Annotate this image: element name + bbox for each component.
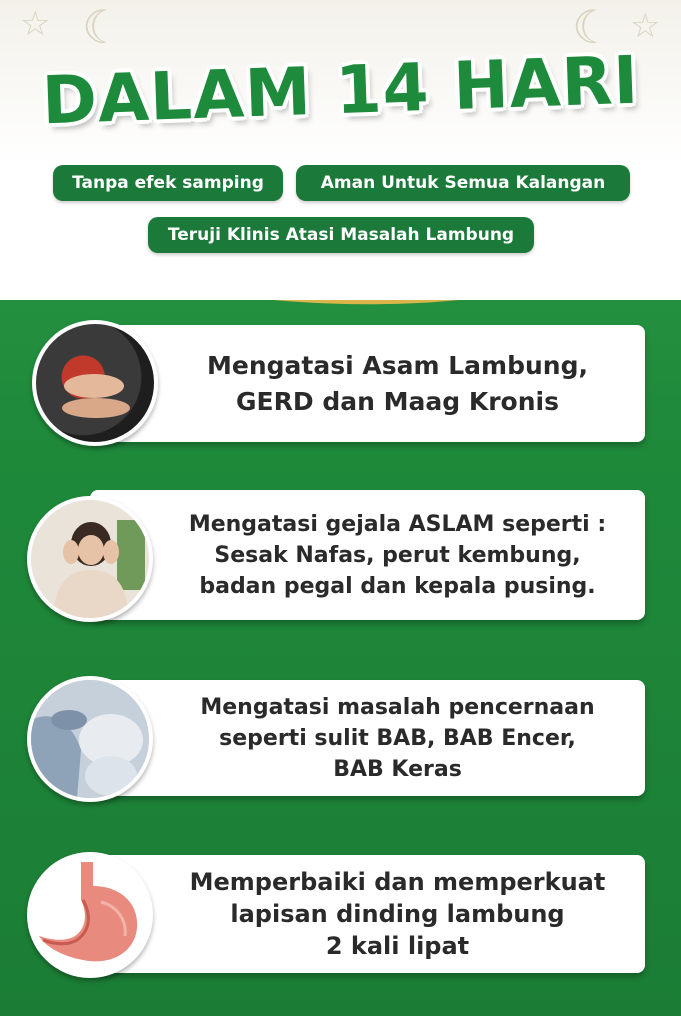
star-icon: ☆ <box>630 6 661 46</box>
benefit-text: Mengatasi gejala ASLAM seperti : Sesak Nafas, perut kembung, badan pegal dan kepala pusing. <box>188 511 607 599</box>
page-title: DALAM 14 HARI <box>40 41 641 140</box>
badge-no-side-effects: Tanpa efek samping <box>53 165 283 201</box>
benefit-card-4 <box>90 855 645 973</box>
headache-woman-photo <box>27 496 153 622</box>
benefit-card-1 <box>90 325 645 442</box>
benefit-card-2 <box>90 490 645 620</box>
badge-clinically-tested: Teruji Klinis Atasi Masalah Lambung <box>148 217 534 253</box>
star-icon: ☆ <box>20 4 51 44</box>
crescent-icon: ☾ <box>82 0 124 54</box>
stomach-organ-illustration <box>27 852 153 978</box>
crescent-icon: ☾ <box>572 0 614 54</box>
stomach-pain-photo <box>32 320 158 446</box>
benefit-text: Mengatasi masalah pencernaan seperti sulit BAB, BAB Encer, BAB Keras <box>200 694 595 782</box>
toilet-photo <box>27 676 153 802</box>
badge-safe-for-all: Aman Untuk Semua Kalangan <box>296 165 630 201</box>
benefit-card-3 <box>90 680 645 796</box>
benefit-text: Memperbaiki dan memperkuat lapisan dinding lambung 2 kali lipat <box>189 868 606 960</box>
benefit-text: Mengatasi Asam Lambung, GERD dan Maag Kronis <box>207 350 588 416</box>
